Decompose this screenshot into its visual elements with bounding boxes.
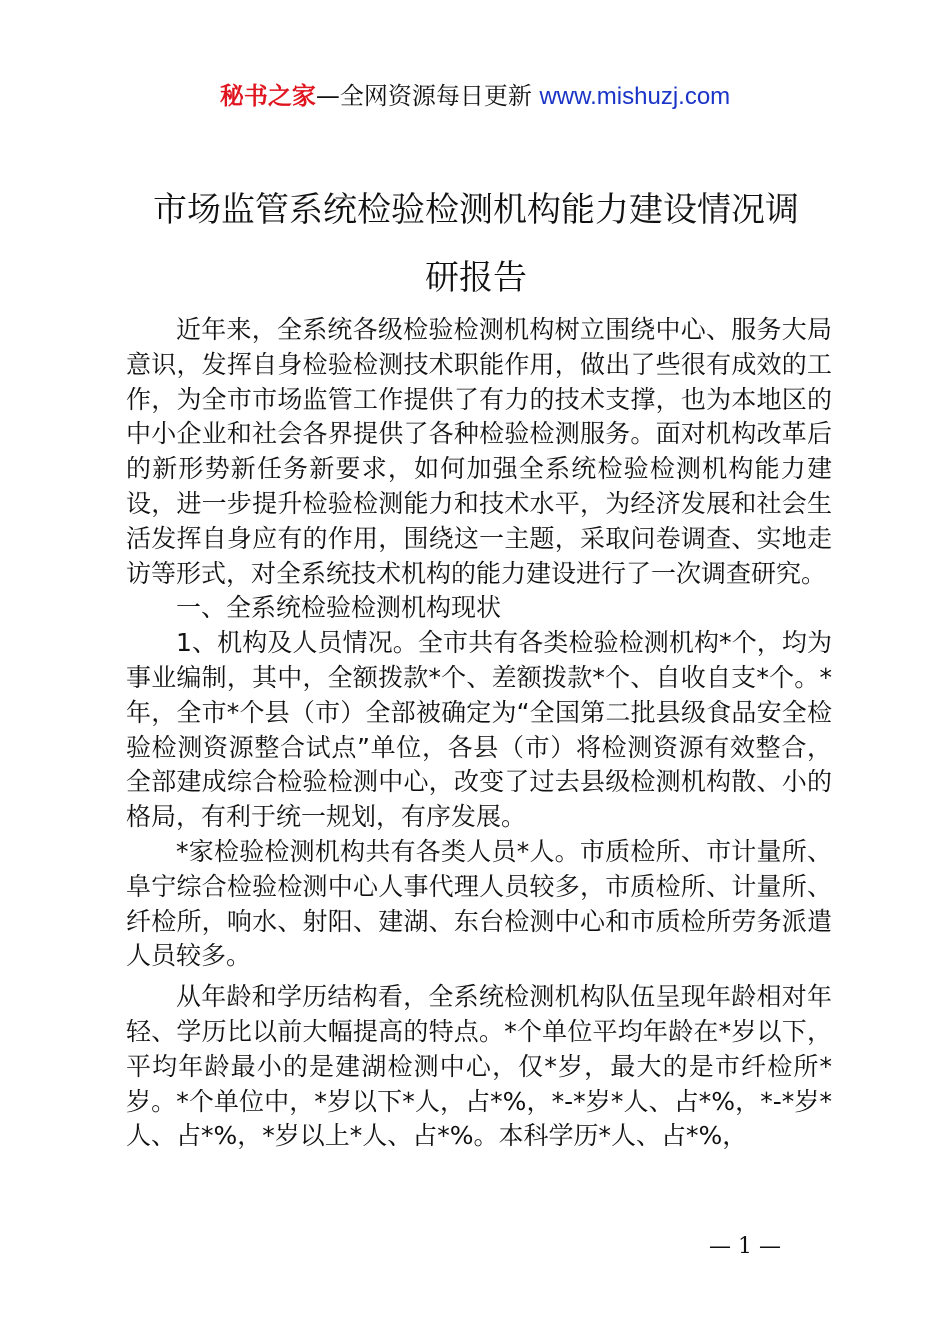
document-title-line-1: 市场监管系统检验检测机构能力建设情况调 [153,190,799,230]
site-banner [0,80,950,113]
banner-url-link[interactable]: www.mishuzj.com [539,83,731,110]
section-heading: 一、全系统检验检测机构现状 [176,593,502,623]
document-body [126,313,832,1154]
page-number: — 1 — [709,1234,781,1259]
document-title-line-2: 研报告 [425,258,527,298]
paragraph-staff: *家检验检测机构共有各类人员*人。市质检所、市计量所、阜宁综合检验检测中心人事代理人员较多，市质检所、计量所、纤检所，响水、射阳、建湖、东台检测中心和市质检所劳务派遣人员较多。 [126,836,832,971]
paragraph-age-education: 从年龄和学历结构看，全系统检测机构队伍呈现年龄相对年轻、学历比以前大幅提高的特点。*个单位平均年龄在*岁以下，平均年龄最小的是建湖检测中心，仅*岁，最大的是市纤检所*岁。*个单位中，*岁以下*人，占*%，*-*岁*人、占*%，*-*岁*人、占*%，*岁以上*人、占*%。本科学历*人、占*%， [126,982,832,1151]
banner-brand: 秘书之家 [219,82,316,110]
banner-tagline: —全网资源每日更新 [315,82,532,110]
paragraph-intro: 近年来，全系统各级检验检测机构树立围绕中心、服务大局意识，发挥自身检验检测技术职能作用，做出了些很有成效的工作，为全市市场监管工作提供了有力的技术支撑，也为本地区的中小企业和社会各界提供了各种检验检测服务。面对机构改革后的新形势新任务新要求，如何加强全系统检验检测机构能力建设，进一步提升检验检测能力和技术水平，为经济发展和社会生活发挥自身应有的作用，围绕这一主题，采取问卷调查、实地走访等形式，对全系统技术机构的能力建设进行了一次调查研究。 [126,315,832,588]
paragraph-institutions: 1、机构及人员情况。全市共有各类检验检测机构*个，均为事业编制，其中，全额拨款*个、差额拨款*个、自收自支*个。*年，全市*个县（市）全部被确定为“全国第二批县级食品安全检验检测资源整合试点”单位，各县（市）将检测资源有效整合，全部建成综合检验检测中心，改变了过去县级检测机构散、小的格局，有利于统一规划，有序发展。 [126,628,832,832]
